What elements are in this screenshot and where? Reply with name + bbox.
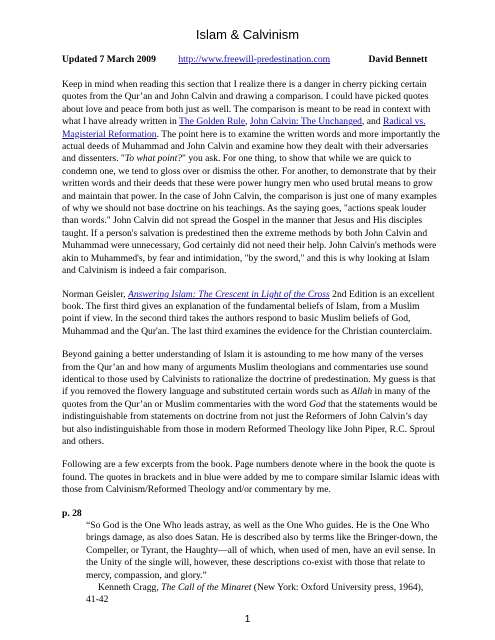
site-url-link[interactable]: http://www.freewill-predestination.com	[178, 54, 331, 65]
header-meta	[62, 54, 427, 65]
updated-date: Updated 7 March 2009	[62, 54, 156, 65]
excerpt-citation: Kenneth Cragg, The Call of the Minaret (New York: Oxford University press, 1964), 41-42	[86, 582, 424, 606]
comparison-paragraph: Beyond gaining a better understanding of Islam it is astounding to me how many of the verses from the Qur’an and how many of arguments Muslim theologians and commentaries use sound identical to those used by Calvinists to rationalize the doctrine of predestination. My guess is that if you removed the flowery language and substituted certain words such as Allah in many of the quotes from the Qur’an or Muslim commentaries with the word God that the statements would be indistinguishable from statements on doctrine from not just the Reformers of John Calvin’s day but also indistinguishable from those in modern Reformed Theology like John Piper, R.C. Sproul and others.	[62, 349, 438, 447]
link-radical-vs-magisterial[interactable]: Radical vs. Magisterial Reformation	[62, 116, 426, 140]
geisler-paragraph: Norman Geisler, Answering Islam: The Crescent in Light of the Cross 2nd Edition is an excellent book. The first third gives an explanation of the fundamental beliefs of Islam, from a Muslim point if view. In the second third takes the authors respond to basic Muslim beliefs of God, Muhammad and the Qur'an. The last third examines the evidence for the Christian counterclaim.	[62, 288, 435, 337]
excerpt-quote: “So God is the One Who leads astray, as well as the One Who guides. He is the One Who brings damage, as also does Satan. He is described also by terms like the Bringer-down, the Compeller, or Tyrant, the Haughty—all of which, when used of men, have an evil sense. In the Unity of the single will, however, these descriptions co-exist with those that relate to mercy, compassion, and glory.”	[86, 520, 438, 581]
excerpt-page-number: p. 28	[62, 507, 82, 519]
intro-paragraph: Keep in mind when reading this section that I realize there is a danger in cherry picking certain quotes from the Qur’an and John Calvin and drawing a comparison. I could have picked quotes about love and peace from both just as well. The comparison is meant to be read in context with what I have already written in The Golden Rule, John Calvin: The Unchanged, and Radical vs. Magisterial Reformation. The point here is to examine the written words and more importantly the actual deeds of Muhammad and John Calvin and examine how they dealt with their adversaries and dissenters. "To what point?" you ask. For one thing, to show that while we are quick to condemn one, we tend to gloss over or dismiss the other. For another, to demonstrate that by their written words and their deeds that these were power hungry men who used brutal means to grow and maintain that power. In the case of John Calvin, the comparison is just one of many examples of why we should not base doctrine on his teachings. As the saying goes, "actions speak louder than words." John Calvin did not spread the Gospel in the manner that Jesus and His disciples taught. If a person's salvation is predestined then the extreme methods by both John Calvin and Muhammad were unnecessary, God certainly did not need their help. John Calvin's methods were akin to Muhammed's, by fear and intimidation, "by the sword," and this is why looking at Islam and Calvinism is indeed a fair comparison.	[62, 79, 440, 277]
author-name: David Bennett	[368, 54, 428, 65]
link-golden-rule[interactable]: The Golden Rule	[179, 116, 246, 128]
link-john-calvin-unchanged[interactable]: John Calvin: The Unchanged	[249, 116, 362, 128]
article-body	[62, 79, 440, 607]
excerpts-intro-paragraph: Following are a few excerpts from the book. Page numbers denote where in the book the quote is found. The quotes in brackets and in blue were added by me to compare similar Islamic ideas with those from Calvinism/Reformed Theology and/or commentary by me.	[62, 459, 440, 496]
page-number: 1	[244, 614, 251, 625]
page-title: Islam & Calvinism	[195, 27, 300, 42]
link-answering-islam[interactable]: Answering Islam: The Crescent in Light of the Cross	[127, 288, 330, 300]
